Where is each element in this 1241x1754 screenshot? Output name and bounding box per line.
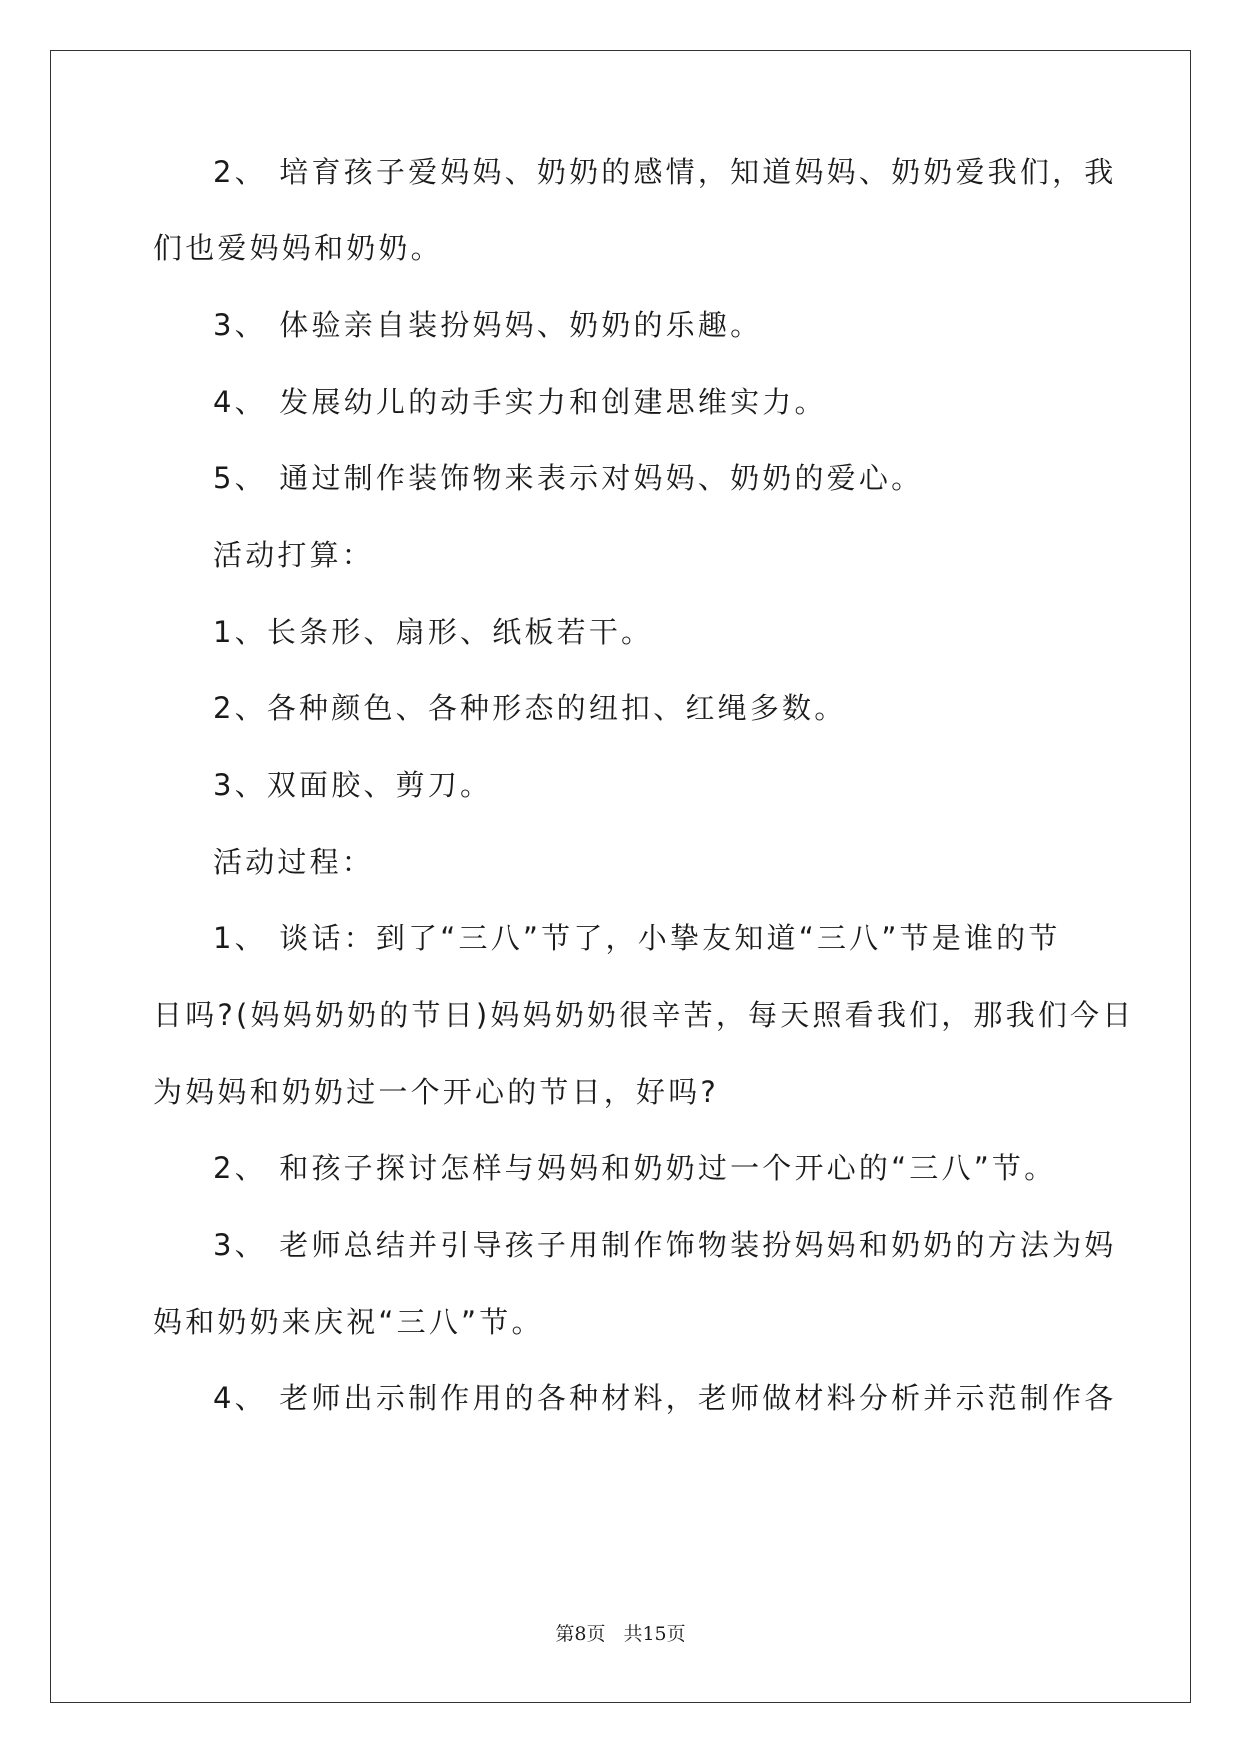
paragraph-line: 1、 谈话：到了“三八”节了，小挚友知道“三八”节是谁的节 <box>213 921 1061 955</box>
paragraph-line: 2、 培育孩子爱妈妈、奶奶的感情，知道妈妈、奶奶爱我们，我 <box>213 155 1117 189</box>
paragraph-line: 日吗?(妈妈奶奶的节日)妈妈奶奶很辛苦，每天照看我们，那我们今日 <box>153 998 1135 1032</box>
paragraph-line: 3、 体验亲自装扮妈妈、奶奶的乐趣。 <box>213 308 763 342</box>
paragraph-line: 4、 老师出示制作用的各种材料，老师做材料分析并示范制作各 <box>213 1381 1117 1415</box>
paragraph-line: 2、各种颜色、各种形态的纽扣、红绳多数。 <box>213 691 847 725</box>
page-total: 共15页 <box>623 1623 686 1645</box>
paragraph-line: 3、 老师总结并引导孩子用制作饰物装扮妈妈和奶奶的方法为妈 <box>213 1228 1117 1262</box>
section-heading: 活动打算： <box>213 538 375 572</box>
paragraph-line: 5、 通过制作装饰物来表示对妈妈、奶奶的爱心。 <box>213 461 924 495</box>
section-heading: 活动过程： <box>213 845 375 879</box>
paragraph-line: 3、双面胶、剪刀。 <box>213 768 493 802</box>
paragraph-line: 妈和奶奶来庆祝“三八”节。 <box>153 1305 544 1339</box>
paragraph-line: 们也爱妈妈和奶奶。 <box>153 231 443 265</box>
page-footer <box>0 1622 1241 1646</box>
paragraph-line: 4、 发展幼儿的动手实力和创建思维实力。 <box>213 385 827 419</box>
paragraph-line: 1、长条形、扇形、纸板若干。 <box>213 615 654 649</box>
page-number: 第8页 <box>555 1623 606 1645</box>
paragraph-line: 2、 和孩子探讨怎样与妈妈和奶奶过一个开心的“三八”节。 <box>213 1151 1057 1185</box>
paragraph-line: 为妈妈和奶奶过一个开心的节日，好吗? <box>153 1075 719 1109</box>
